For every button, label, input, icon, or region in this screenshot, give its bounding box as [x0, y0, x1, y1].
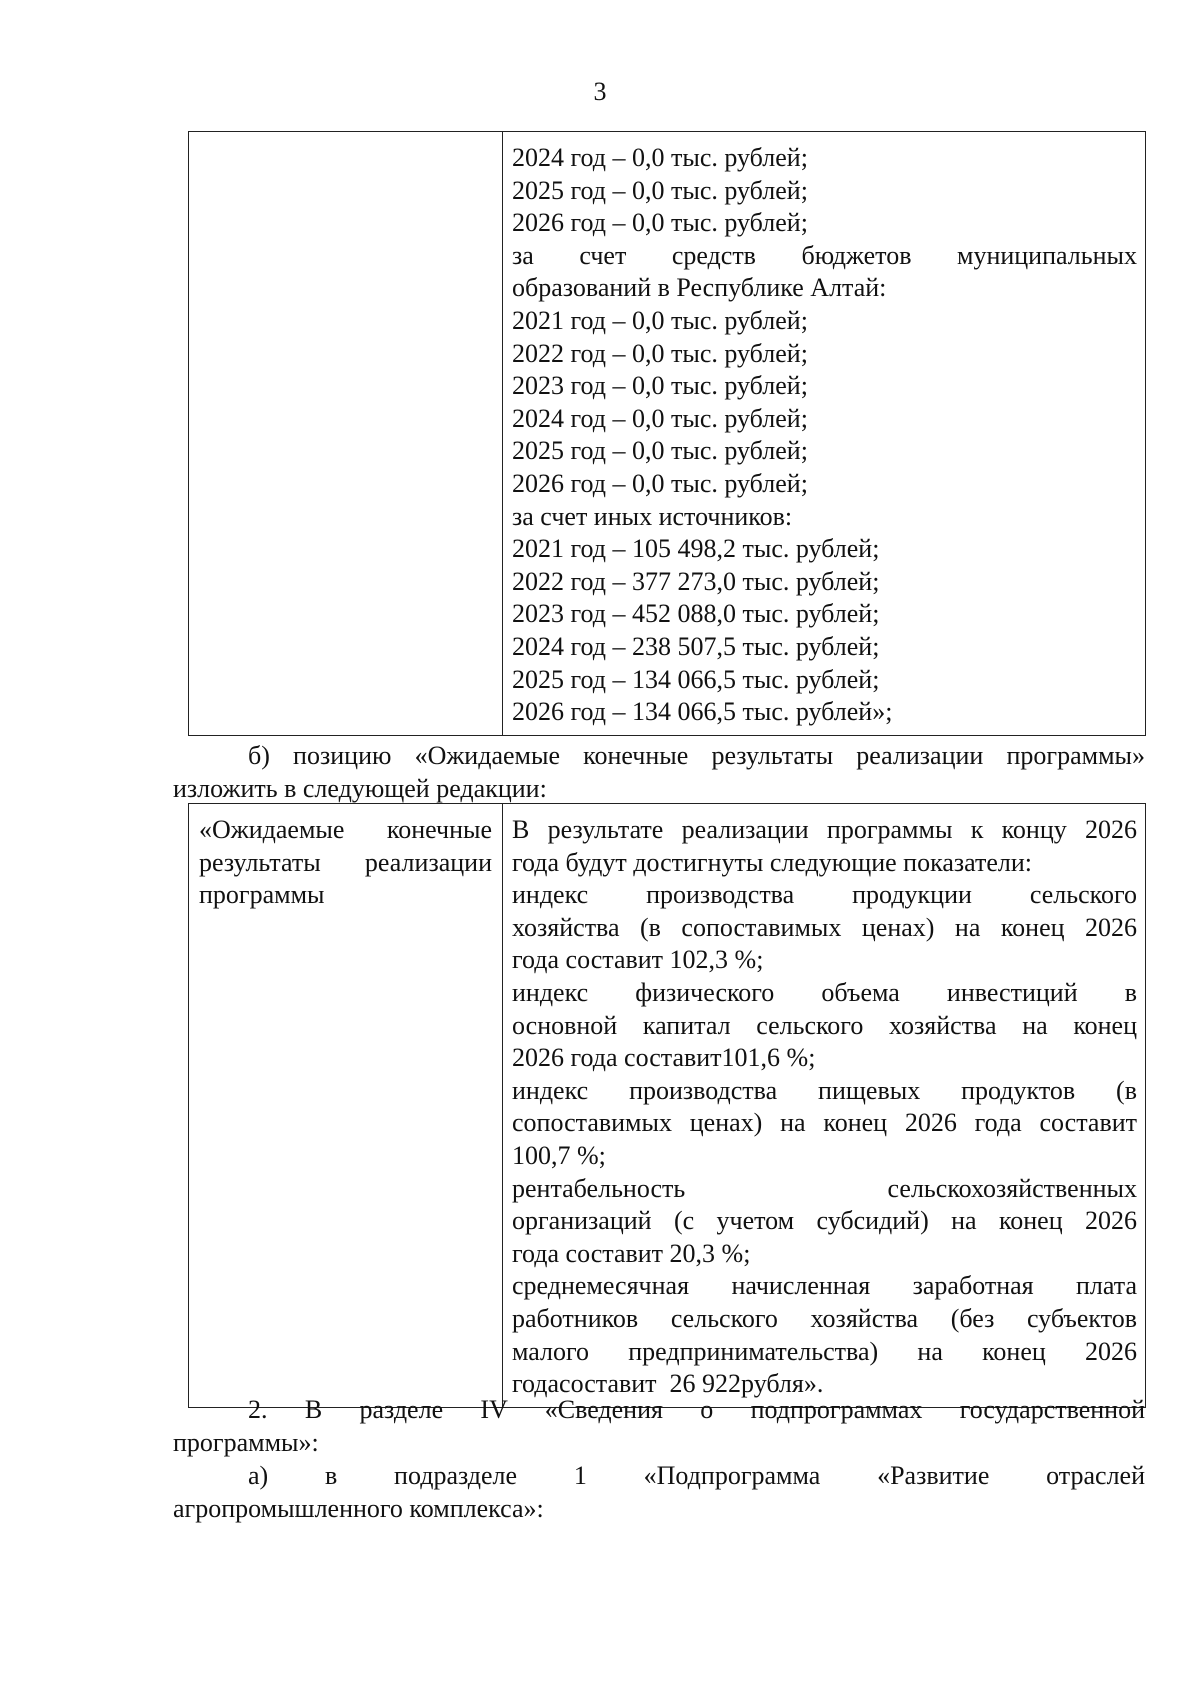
results-line: 100,7 %;: [512, 1140, 606, 1170]
paragraph-b-line-2: изложить в следующей редакции:: [173, 773, 547, 803]
funding-line: 2021 год – 0,0 тыс. рублей;: [512, 305, 808, 335]
paragraph-2-line-1: 2. В разделе IV «Сведения о подпрограммах государственной: [248, 1395, 1145, 1424]
results-line: индекс производства пищевых продуктов (в: [512, 1075, 1137, 1105]
page-number: 3: [593, 77, 607, 106]
funding-line: 2025 год – 134 066,5 тыс. рублей;: [512, 664, 880, 694]
results-label-line: программы: [199, 880, 325, 910]
table-cell-right: [503, 132, 1146, 736]
results-line: хозяйства (в сопоставимых ценах) на конец 2026: [512, 912, 1137, 942]
funding-line: 2026 год – 134 066,5 тыс. рублей»;: [512, 697, 893, 727]
results-line: года составит 20,3 %;: [512, 1238, 751, 1268]
results-line: года будут достигнуты следующие показатели:: [512, 847, 1033, 877]
results-line: года составит 102,3 %;: [512, 945, 764, 975]
table-cell-left: [189, 804, 503, 1408]
funding-line: за счет иных источников:: [512, 501, 793, 531]
table-row: [189, 804, 1146, 1408]
results-line: рентабельность сельскохозяйственных: [512, 1173, 1137, 1203]
funding-line: 2021 год – 105 498,2 тыс. рублей;: [512, 534, 880, 564]
cell-left-text: [189, 132, 502, 148]
funding-line: 2025 год – 0,0 тыс. рублей;: [512, 436, 808, 466]
funding-line: 2024 год – 238 507,5 тыс. рублей;: [512, 631, 880, 661]
paragraph-a-line-1: а) в подразделе 1 «Подпрограмма «Развитие отраслей: [248, 1461, 1145, 1490]
results-line: основной капитал сельского хозяйства на конец: [512, 1010, 1137, 1040]
results-line: сопоставимых ценах) на конец 2026 года составит: [512, 1108, 1137, 1138]
table-cell-right: [503, 804, 1146, 1408]
paragraph-b: [173, 740, 1145, 805]
funding-line: образований в Республике Алтай:: [512, 273, 887, 303]
results-line: организаций (с учетом субсидий) на конец 2026: [512, 1206, 1137, 1236]
results-line: индекс физического объема инвестиций в: [512, 977, 1137, 1007]
results-line: работников сельского хозяйства (без субъектов: [512, 1303, 1137, 1333]
results-label-line: результаты реализации: [199, 847, 492, 877]
paragraph-a-line-2: агропромышленного комплекса»:: [173, 1493, 544, 1523]
funding-line: 2022 год – 0,0 тыс. рублей;: [512, 338, 808, 368]
paragraph-b-line-1: б) позицию «Ожидаемые конечные результаты реализации программы»: [248, 741, 1145, 770]
paragraph-a: [173, 1460, 1145, 1525]
funding-table: [188, 131, 1146, 736]
results-line: 2026 года составит101,6 %;: [512, 1043, 816, 1073]
funding-line: 2024 год – 0,0 тыс. рублей;: [512, 143, 808, 172]
results-table: [188, 803, 1146, 1408]
table-cell-left: [189, 132, 503, 736]
results-line: малого предпринимательства) на конец 2026: [512, 1336, 1137, 1366]
results-line: среднемесячная начисленная заработная плата: [512, 1271, 1137, 1301]
funding-line: 2025 год – 0,0 тыс. рублей;: [512, 175, 808, 205]
funding-line: 2024 год – 0,0 тыс. рублей;: [512, 403, 808, 433]
table-row: [189, 132, 1146, 736]
results-line: годасоставит 26 922рубля».: [512, 1369, 824, 1399]
funding-line: 2026 год – 0,0 тыс. рублей;: [512, 468, 808, 498]
paragraph-2-line-2: программы»:: [173, 1427, 319, 1457]
results-line: индекс производства продукции сельского: [512, 880, 1137, 910]
paragraph-2: [173, 1394, 1145, 1459]
funding-line: 2023 год – 452 088,0 тыс. рублей;: [512, 599, 880, 629]
results-line: В результате реализации программы к концу 2026: [512, 815, 1137, 844]
funding-line: 2023 год – 0,0 тыс. рублей;: [512, 371, 808, 401]
funding-line: 2022 год – 377 273,0 тыс. рублей;: [512, 566, 880, 596]
results-label-line: «Ожидаемые конечные: [199, 815, 492, 844]
funding-line: 2026 год – 0,0 тыс. рублей;: [512, 208, 808, 238]
funding-line: за счет средств бюджетов муниципальных: [512, 240, 1137, 270]
